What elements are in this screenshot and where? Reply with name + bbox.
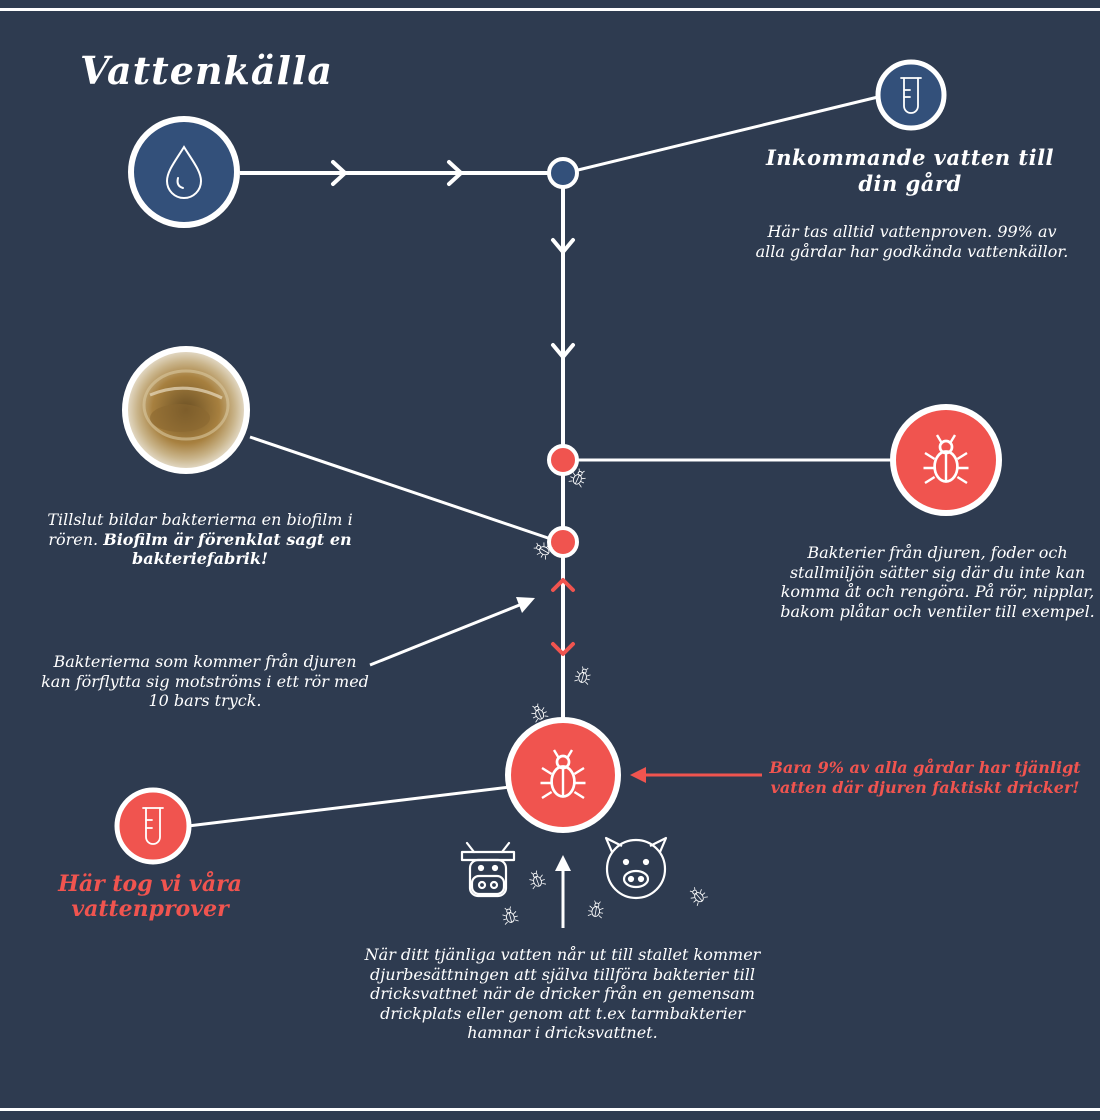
inkommande-title: Inkommande vatten till din gård bbox=[765, 145, 1055, 196]
test-tube-node-top bbox=[878, 62, 944, 128]
biofilm-text-bold: Biofilm är förenklat sagt en bakteriefabrik! bbox=[103, 529, 352, 569]
bug-icon bbox=[574, 665, 593, 684]
bara-description: Bara 9% av alla gårdar har tjänligt vatten där djuren faktiskt dricker! bbox=[769, 758, 1081, 797]
cow-icon bbox=[462, 843, 514, 896]
biofilm-text-normal: Tillslut bildar bakterierna en biofilm i rören. bbox=[47, 510, 353, 549]
bug-node-bottom bbox=[508, 720, 618, 830]
scattered-bugs bbox=[500, 467, 708, 925]
flow-chevrons bbox=[333, 162, 573, 357]
pig-icon bbox=[606, 838, 666, 898]
pipe-photo bbox=[125, 349, 247, 471]
arrow-stallet bbox=[555, 855, 571, 928]
junction-bakterier bbox=[549, 446, 577, 474]
inkommande-description: Här tas alltid vattenproven. 99% av alla gårdar har godkända vattenkällor. bbox=[755, 222, 1069, 261]
bug-node-right bbox=[893, 407, 999, 513]
junction-inkommande bbox=[549, 159, 577, 187]
bakterier-description: Bakterier från djuren, foder och stallmiljön sätter sig där du inte kan komma åt och rengöra. På rör, nipplar, bakom plåtar och ventiler till exempel. bbox=[780, 543, 1095, 621]
water-drop-node bbox=[131, 119, 237, 225]
bug-icon bbox=[587, 900, 605, 918]
stallet-description: När ditt tjänliga vatten når ut till stallet kommer djurbesättningen att själva tillföra bakterier till dricksvattnet när de dricker från en gemensam drickplats eller genom att t.ex tarmbakterier hamnar i dricksvattnet. bbox=[364, 945, 761, 1043]
bug-icon bbox=[686, 884, 708, 906]
diagram-title: Vattenkälla bbox=[80, 48, 333, 93]
har-tog-title: Här tog vi våra vattenprover bbox=[58, 871, 242, 923]
biofilm-description bbox=[45, 510, 355, 569]
motstroms-description: Bakterierna som kommer från djuren kan förflytta sig motströms i ett rör med 10 bars tryck. bbox=[41, 652, 369, 711]
junction-biofilm bbox=[549, 528, 577, 556]
arrow-motstroms bbox=[370, 597, 535, 665]
bug-icon bbox=[500, 905, 519, 924]
bug-icon bbox=[527, 869, 547, 889]
test-tube-node-bottom bbox=[117, 790, 189, 862]
pipe-lines bbox=[188, 97, 892, 826]
arrow-bara bbox=[630, 767, 762, 783]
bug-icon bbox=[528, 702, 548, 723]
